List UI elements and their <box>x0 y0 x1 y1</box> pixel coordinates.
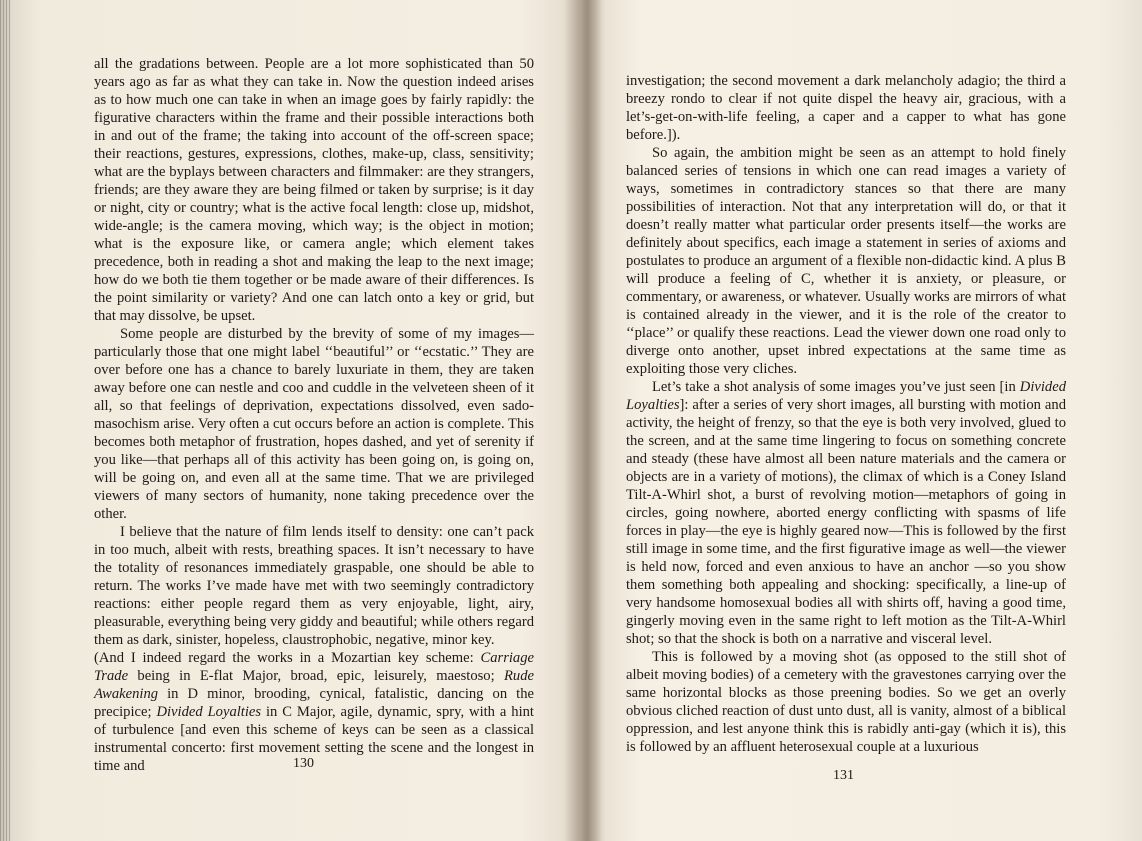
film-title: Divided Loyalties <box>626 379 1066 413</box>
paragraph: This is followed by a moving shot (as opposed to the still shot of albeit moving bodies) of a cemetery with the gravestones carrying over the same horizontal blocks as those preening bodies. So we get an overly obvious cliched reaction of dust unto dust, all is vanity, almost of a biblical oppression, and lest anyone think this is rabidly anti-gay (which it is), this is followed by an affluent heterosexual couple at a luxurious <box>626 649 1066 755</box>
text-run: being in E-flat Major, broad, epic, leisurely, maestoso; <box>128 668 504 684</box>
paragraph: Some people are disturbed by the brevity of some of my images— particularly those that one might label ‘‘beautiful’’ or ‘‘ecstatic.’’ They are over before one has a chance to barely luxuriate in them, they are taken away before one can nestle and coo and cuddle in the velveteen sheen of it all, so that feelings of deprivation, expectations dissolved, even sado-masochism arise. Very often a cut occurs before an action is complete. This becomes both metaphor of frustration, hopes dashed, and yet of serenity if you like—that perhaps all of this activity has been going on, is going on, will be going on, and even all at the same time. That we are privileged viewers of many sectors of humanity, none taking precedence over the other. <box>94 326 534 522</box>
text-run: Let’s take a shot analysis of some images you’ve just seen [in <box>652 379 1020 395</box>
paragraph <box>94 649 534 775</box>
page-number-left: 130 <box>293 756 314 771</box>
page-edges <box>0 0 10 841</box>
paragraph: So again, the ambition might be seen as an attempt to hold finely balanced series of tensions in which one can read images a variety of ways, sometimes in contradictory stances so that there are many possibilities of interaction. Not that any interpretation will do, or that it doesn’t really matter what particular order presents itself—the works are definitely about specifics, each image a statement in series of axioms and postulates to produce an argument of a flexible non-didactic kind. A plus B will produce a feeling of C, whether it is anxiety, or pleasure, or commentary, or awareness, or whatever. Usually works are mirrors of what is contained already in the viewer, and it is the role of the creator to ‘‘place’’ or qualify these reactions. Lead the viewer down one road only to diverge onto another, upset inbred expectations at the same time as exploiting those very cliches. <box>626 145 1066 377</box>
page-number-right: 131 <box>833 768 854 783</box>
film-title: Rude Awakening <box>94 668 534 702</box>
right-page <box>626 72 1066 756</box>
book-gutter <box>562 0 606 841</box>
paragraph <box>626 378 1066 648</box>
text-run: (And I indeed regard the works in a Mozartian key scheme: <box>94 650 481 666</box>
film-title: Carriage Trade <box>94 650 534 684</box>
paragraph: investigation; the second movement a dark melancholy adagio; the third a breezy rondo to clear if not quite dispel the heavy air, gracious, with a let’s-get-on-with-life feeling, a caper and a capper to what has gone before.]). <box>626 73 1066 143</box>
film-title: Divided Loyalties <box>156 704 262 720</box>
text-run: in D minor, brooding, cynical, fatalistic, dancing on the precipice; <box>94 686 534 720</box>
text-run: in C Major, agile, dynamic, spry, with a hint of turbulence [and even this scheme of keys can be seen as a classical instrumental concerto: first movement setting the scene and the longest in time and <box>94 704 534 774</box>
paragraph: all the gradations between. People are a lot more sophisticated than 50 years ago as far as what they can take in. Now the question indeed arises as to how much one can take in when an image goes by fairly rapidly: the figurative characters within the frame and their possible interactions both in and out of the frame; the taking into account of the off-screen space; their reactions, gestures, expressions, clothes, make-up, class, sensitivity; what are the byplays between characters and filmmaker: are they strangers, friends; are they aware they are being filmed or taken by surprise; is it day or night, city or country; what is the active focal length: close up, midshot, wide-angle; is the camera moving, which way; is the object in motion; what is the exposure like, or camera angle; which element takes precedence, both in reading a shot and making the leap to the next image; how do we both tie them together or be made aware of their differences. Is the point similarity or variety? And one can latch onto a key or grid, but that may dissolve, be upset. <box>94 56 534 324</box>
paragraph: I believe that the nature of film lends itself to density: one can’t pack in too much, albeit with rests, breathing spaces. It isn’t necessary to have the totality of resonances immediately graspable, one should be able to return. The works I’ve made have met with two seemingly contradictory reactions: either people regard them as very enjoyable, light, airy, pleasurable, everything being very giddy and beautiful; while others regard them as dark, sinister, hopeless, claustrophobic, negative, minor key. <box>94 524 534 648</box>
left-page <box>94 55 534 775</box>
text-run: ]: after a series of very short images, all bursting with motion and activity, the height of frenzy, so that the eye is both very involved, glued to the screen, and at the same time lingering to focus on something concrete and steady (these have almost all been nature materials and the camera or objects are in a variety of motions), the climax of which is a Coney Island Tilt-A-Whirl shot, a burst of revolving motion—metaphors of going in circles, going nowhere, aborted energy conflicting with spasms of life forces in play—the eye is highly geared now—This is followed by the first still image in some time, and the first figurative image as well—the viewer is held now, forced and even anxious to have an anchor —so you show them something both appealing and shocking: specifically, a line-up of very handsome homosexual bodies all with shirts off, having a good time, gingerly moving even in the same right to left motion as the Tilt-A-Whirl shot; so that the shock is both on a narrative and visceral level. <box>626 397 1066 647</box>
